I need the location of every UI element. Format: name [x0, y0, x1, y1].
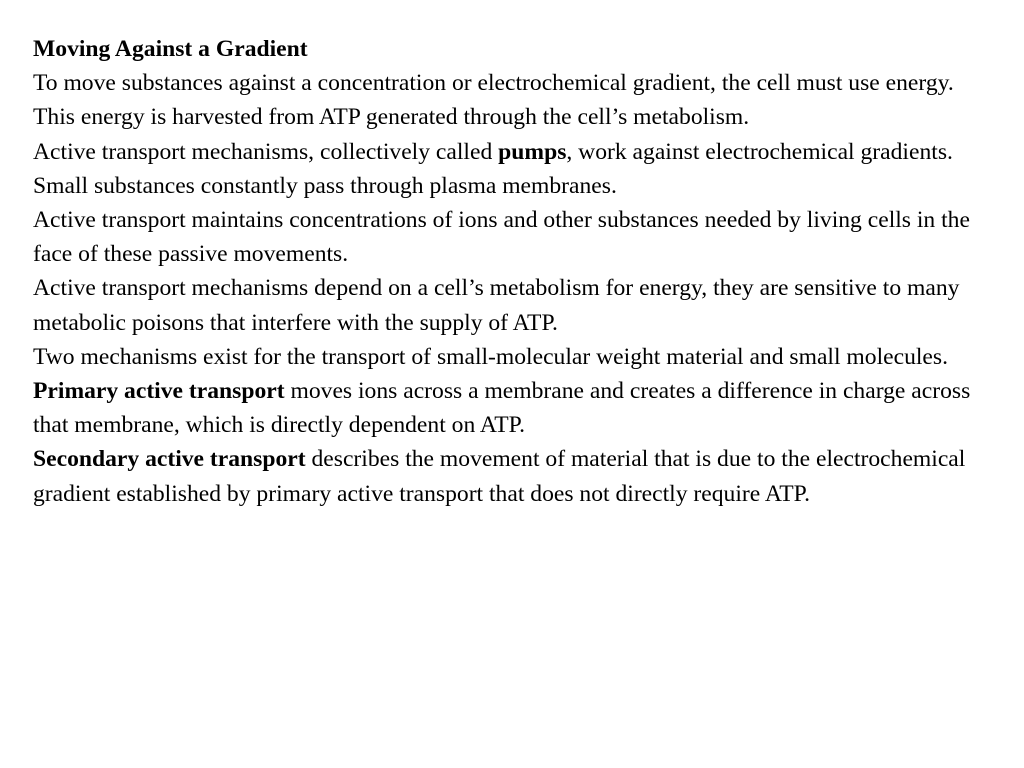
slide-title: Moving Against a Gradient	[33, 36, 308, 62]
term-pumps: pumps	[498, 138, 567, 165]
paragraph-primary-after: moves ions across a membrane and creates a difference in charge across that membrane, which is directly dependent on ATP.	[33, 378, 971, 439]
paragraph-two-mechanisms: Two mechanisms exist for the transport of small-molecular weight material and small molecules.	[33, 343, 948, 370]
paragraph-small-substances: Small substances constantly pass through plasma membranes.	[33, 172, 617, 199]
paragraph-pumps-before: Active transport mechanisms, collectively called	[33, 138, 499, 165]
slide-content	[33, 32, 993, 511]
paragraph-metabolic-poisons: Active transport mechanisms depend on a cell’s metabolism for energy, they are sensitive to many metabolic poisons that interfere with the supply of ATP.	[33, 275, 960, 336]
paragraph-secondary-active-transport	[33, 442, 993, 510]
term-secondary-active-transport: Secondary active transport	[33, 446, 306, 473]
paragraph-pumps	[33, 135, 993, 169]
paragraph-pumps-after: , work against electrochemical gradients.	[566, 138, 953, 165]
paragraph-primary-active-transport	[33, 374, 993, 442]
term-primary-active-transport: Primary active transport	[33, 378, 285, 405]
paragraph-maintains-concentrations: Active transport maintains concentrations of ions and other substances needed by living cells in the face of these passive movements.	[33, 207, 970, 268]
paragraph-secondary-after: describes the movement of material that is due to the electrochemical gradient established by primary active transport that does not directly require ATP.	[33, 446, 966, 507]
paragraph-energy-requirement: To move substances against a concentration or electrochemical gradient, the cell must use energy. This energy is harvested from ATP generated through the cell’s metabolism.	[33, 70, 954, 131]
